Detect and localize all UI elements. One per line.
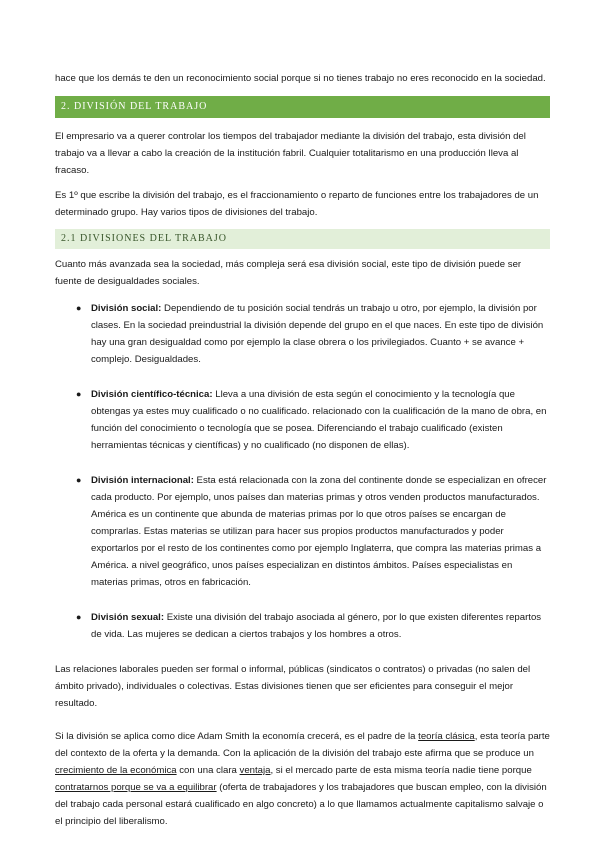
- list-item: [55, 472, 550, 591]
- list-item-term: División internacional:: [91, 475, 194, 486]
- intro-paragraph: hace que los demás te den un reconocimiento social porque si no tienes trabajo no eres reconocido en la sociedad.: [55, 73, 546, 84]
- subsection-heading-divisiones-del-trabajo: 2.1 DIVISIONES DEL TRABAJO: [55, 229, 550, 249]
- list-item: [55, 300, 550, 368]
- list-item-term: División social:: [91, 303, 162, 314]
- bullet-icon: ●: [76, 612, 82, 622]
- underlined-term: crecimiento de la económica: [55, 765, 177, 776]
- underlined-term: teoría clásica: [418, 731, 475, 742]
- document-body: [55, 70, 550, 830]
- bullet-list: [55, 300, 550, 643]
- bullet-icon: ●: [76, 303, 82, 313]
- list-item-text: Lleva a una división de esta según el conocimiento y la tecnología que obtengas ya estes muy cualificado o no cualificado. relacionado con la cualificación de la mano de obra, en función del conocimiento o tecnología que se posea. Diferenciando el trabajo cualificado (existen herramientas técnicas y científicas) y no cualificado (no disponen de ellas).: [91, 389, 547, 451]
- list-item-text: Existe una división del trabajo asociada al género, por lo que existen diferentes repartos de vida. Las mujeres se dedican a ciertos trabajos y los hombres a otros.: [91, 612, 542, 640]
- paragraph: Es 1º que escribe la división del trabajo, es el fraccionamiento o reparto de funciones entre los trabajadores de un determinado grupo. Hay varios tipos de divisiones del trabajo.: [55, 190, 539, 218]
- paragraph: Las relaciones laborales pueden ser formal o informal, públicas (sindicatos o contratos) o privadas (no salen del ámbito privado), individuales o colectivas. Estas divisiones tienen que ser eficientes para conseguir el mejor resultado.: [55, 664, 531, 709]
- list-item-text: Dependiendo de tu posición social tendrás un trabajo u otro, por ejemplo, la división por clases. En la sociedad preindustrial la división depende del grupo en el que naces. En este tipo de división hay una gran desigualdad como por ejemplo la clase obrera o los privilegiados. Cuanto + se avance + complejo. Desigualdades.: [91, 303, 544, 365]
- section-heading-division-del-trabajo: 2. DIVISIÓN DEL TRABAJO: [55, 96, 550, 118]
- underlined-term: ventaja: [239, 765, 271, 776]
- underlined-term: contratarnos porque se va a equilibrar: [55, 782, 217, 793]
- list-item: [55, 609, 550, 643]
- bullet-icon: ●: [76, 389, 82, 399]
- list-item-text: Esta está relacionada con la zona del continente donde se especializan en ofrecer cada producto. Por ejemplo, unos países dan materias primas y otros venden productos manufacturados. América es un continente que abunda de materias primas por lo que otros países se encargan de comprarlas. Estas materias se utilizan para hacer sus propios productos manufacturados y poder exportarlos por el resto de los continentes como por ejemplo Inglaterra, que compra las materias primas a América. a nivel geográfico, unos países especializan en distintos ámbitos. Países especialistas en materias primas, otros en fabricación.: [91, 475, 547, 588]
- paragraph: El empresario va a querer controlar los tiempos del trabajador mediante la división del trabajo, esta división del trabajo va a llevar a cabo la creación de la institución fabril. Cualquier totalitarismo en una producción lleva al fracaso.: [55, 131, 526, 176]
- paragraph-adam-smith: Si la división se aplica como dice Adam Smith la economía crecerá, es el padre de la teoría clásica, esta teoría parte del contexto de la oferta y la demanda. Con la aplicación de la división del trabajo este afirma que se produce un crecimiento de la económica con una clara ventaja, si el mercado parte de esta misma teoría nadie tiene porque contratarnos porque se va a equilibrar (oferta de trabajadores y los trabajadores que buscan empleo, con la división del trabajo cada personal estará cualificado en algo concreto) a lo que llamamos actualmente capitalismo salvaje o el principio del liberalismo.: [55, 731, 550, 827]
- list-item-term: División sexual:: [91, 612, 165, 623]
- bullet-icon: ●: [76, 475, 82, 485]
- paragraph: Cuanto más avanzada sea la sociedad, más compleja será esa división social, este tipo de división puede ser fuente de desigualdades sociales.: [55, 259, 522, 287]
- list-item: [55, 386, 550, 454]
- list-item-term: División científico-técnica:: [91, 389, 213, 400]
